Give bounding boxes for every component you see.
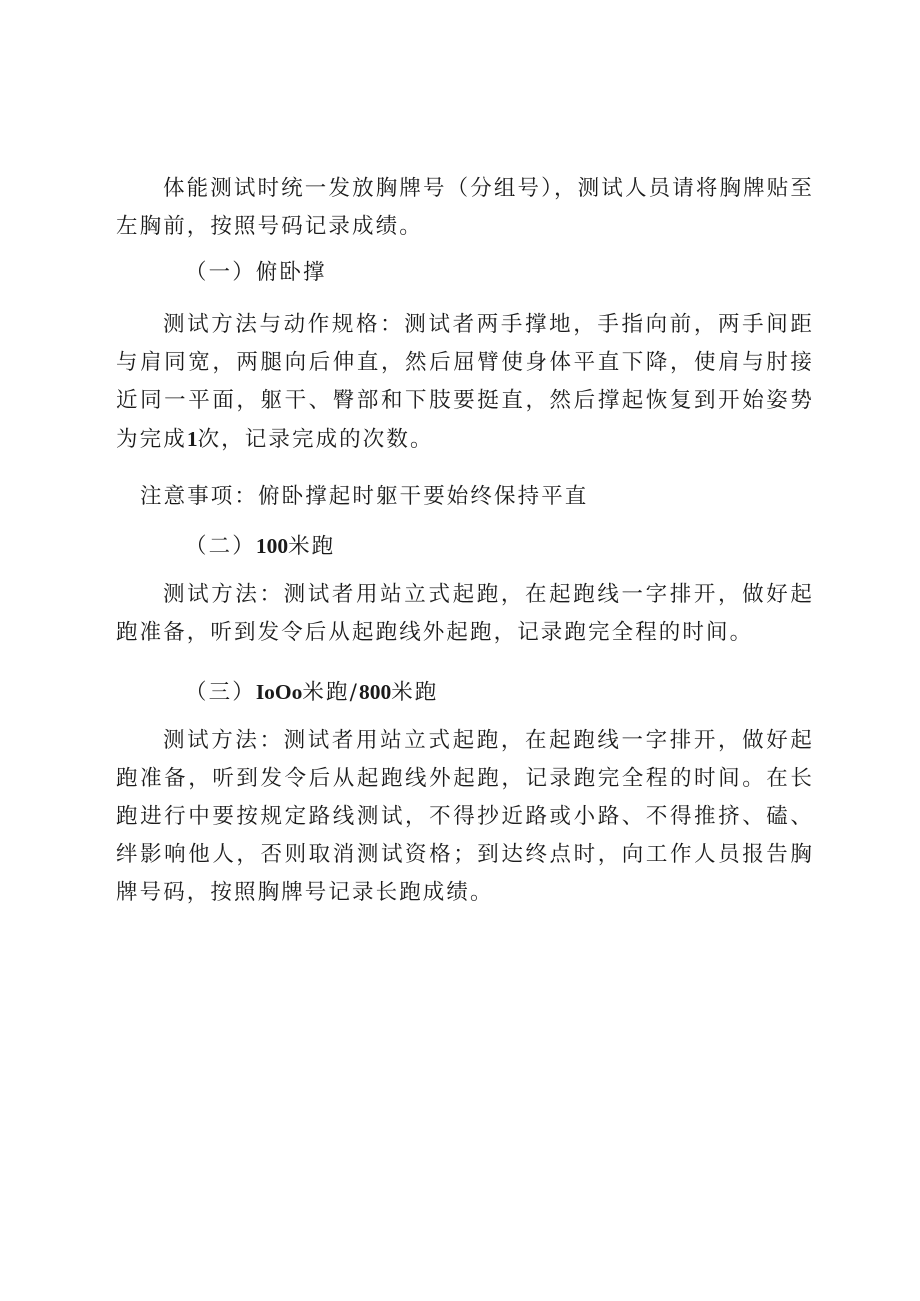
heading-100m-suffix: 米跑 bbox=[288, 534, 336, 559]
pushups-count-number: 1 bbox=[186, 427, 198, 451]
pushups-method-paragraph bbox=[116, 306, 814, 459]
heading-long-mid: 米跑/ bbox=[302, 680, 359, 705]
section-heading-100m bbox=[185, 527, 335, 566]
section-heading-long-run bbox=[185, 673, 438, 712]
heading-long-number2: 800 bbox=[358, 680, 392, 704]
heading-long-suffix: 米跑 bbox=[391, 680, 439, 705]
heading-100m-prefix: （二） bbox=[185, 534, 256, 559]
heading-100m-number: 100 bbox=[255, 534, 289, 558]
intro-paragraph: 体能测试时统一发放胸牌号（分组号），测试人员请将胸牌贴至左胸前，按照号码记录成绩。 bbox=[116, 176, 814, 239]
section-heading-pushups: （一）俯卧撑 bbox=[185, 260, 327, 285]
pushups-method-end: 次，记录完成的次数。 bbox=[197, 427, 434, 452]
heading-long-prefix: （三） bbox=[185, 680, 256, 705]
long-run-method-paragraph: 测试方法：测试者用站立式起跑，在起跑线一字排开，做好起跑准备，听到发令后从起跑线外起跑，记录跑完全程的时间。在长跑进行中要按规定路线测试，不得抄近路或小路、不得推挤、磕、绊影响他人，否则取消测试资格；到达终点时，向工作人员报告胸牌号码，按照胸牌号记录长跑成绩。 bbox=[116, 728, 814, 905]
sprint-method-paragraph: 测试方法：测试者用站立式起跑，在起跑线一字排开，做好起跑准备，听到发令后从起跑线外起跑，记录跑完全程的时间。 bbox=[116, 582, 814, 645]
pushups-note: 注意事项：俯卧撑起时躯干要始终保持平直 bbox=[140, 484, 589, 509]
pushups-method-text: 测试方法与动作规格：测试者两手撑地，手指向前，两手间距与肩同宽，两腿向后伸直，然后屈臂使身体平直下降，使肩与肘接近同一平面，躯干、臀部和下肢要挺直，然后撑起恢复到开始姿势为完成 bbox=[116, 312, 814, 452]
heading-long-number: IoOo bbox=[255, 680, 303, 704]
